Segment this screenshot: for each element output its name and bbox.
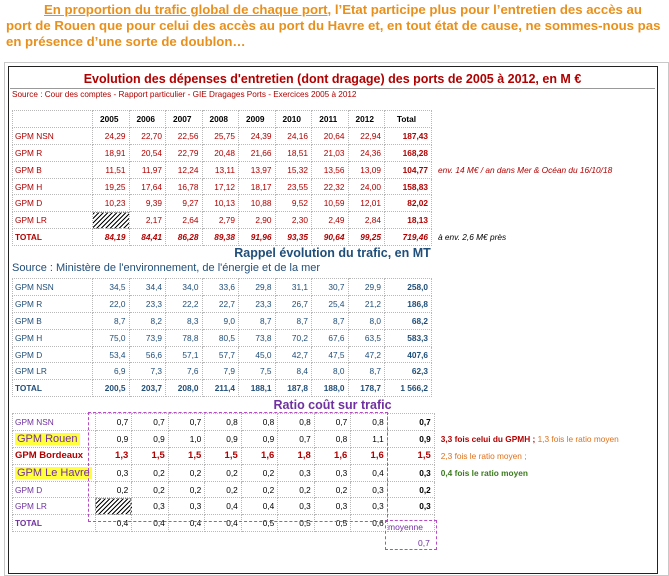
data-cell: 0,6 (351, 515, 388, 532)
data-cell: 22,32 (312, 178, 349, 195)
data-cell: 45,0 (239, 346, 276, 363)
data-cell: 7,3 (129, 363, 166, 380)
data-cell: 13,11 (202, 161, 239, 178)
data-cell: 22,70 (129, 127, 166, 144)
data-cell: 2,64 (166, 212, 203, 229)
data-cell: 2,84 (348, 212, 385, 229)
data-cell: 0,2 (132, 481, 169, 498)
data-cell: 1,6 (241, 447, 278, 464)
data-cell: 1,8 (278, 447, 315, 464)
data-cell: 34,0 (166, 279, 203, 296)
data-cell: 0,4 (168, 515, 205, 532)
total-cell: 186,8 (385, 295, 432, 312)
data-cell: 80,5 (202, 329, 239, 346)
row-label: GPM LR (13, 363, 93, 380)
table-row (13, 195, 616, 212)
data-cell: 0,5 (314, 515, 351, 532)
row-label: GPM LR (13, 212, 93, 229)
year-header: 2006 (129, 111, 166, 128)
ratio-highlight-box (88, 412, 388, 522)
row-label: TOTAL (13, 229, 93, 246)
row-label: TOTAL (13, 515, 96, 532)
data-cell: 21,2 (348, 295, 385, 312)
total-cell: 1,5 (387, 447, 434, 464)
data-cell: 24,39 (239, 127, 276, 144)
data-cell: 0,7 (95, 414, 132, 431)
data-cell: 2,90 (239, 212, 276, 229)
data-cell: 8,3 (166, 312, 203, 329)
data-cell: 0,2 (168, 464, 205, 481)
data-cell: 73,9 (129, 329, 166, 346)
row-label: GPM B (13, 161, 93, 178)
table-row (13, 127, 616, 144)
section2-title: Rappel évolution du trafic, en MT (234, 246, 431, 260)
data-cell: 7,5 (239, 363, 276, 380)
intro-paragraph (6, 2, 664, 49)
data-cell: 20,48 (202, 144, 239, 161)
row-label: GPM D (13, 195, 93, 212)
data-cell: 17,12 (202, 178, 239, 195)
data-cell: 0,4 (351, 464, 388, 481)
data-cell: 0,9 (95, 430, 132, 447)
data-cell: 0,8 (205, 414, 242, 431)
data-cell: 63,5 (348, 329, 385, 346)
data-cell: 0,2 (278, 481, 315, 498)
data-cell: 2,17 (129, 212, 166, 229)
data-cell: 24,36 (348, 144, 385, 161)
data-cell: 2,49 (312, 212, 349, 229)
data-cell: 22,7 (202, 295, 239, 312)
total-cell: 18,13 (385, 212, 432, 229)
data-cell: 86,28 (166, 229, 203, 246)
row-label: GPM D (13, 346, 93, 363)
data-cell: 0,9 (132, 430, 169, 447)
row-label: GPM R (13, 295, 93, 312)
moyenne-label: moyenne (388, 522, 423, 532)
rouen-note-b: 1,3 fois le ratio moyen (535, 433, 619, 444)
data-cell: 8,7 (93, 312, 130, 329)
data-cell: 73,8 (239, 329, 276, 346)
data-cell: 0,9 (205, 430, 242, 447)
data-cell: 20,64 (312, 127, 349, 144)
total-cell: 82,02 (385, 195, 432, 212)
data-cell: 15,32 (275, 161, 312, 178)
row-label: GPM NSN (13, 127, 93, 144)
data-cell: 22,56 (166, 127, 203, 144)
data-cell: 200,5 (93, 380, 130, 397)
section1-source: Source : Cour des comptes - Rapport particulier - GIE Dragages Ports - Exercices 2005 à 2012 (12, 90, 357, 99)
table-row (13, 178, 616, 195)
data-cell: 25,4 (312, 295, 349, 312)
data-cell: 57,1 (166, 346, 203, 363)
data-cell: 57,7 (202, 346, 239, 363)
data-cell: 187,8 (275, 380, 312, 397)
data-cell: 0,7 (278, 430, 315, 447)
data-cell: 9,27 (166, 195, 203, 212)
data-cell: 22,94 (348, 127, 385, 144)
table-row (13, 295, 432, 312)
data-cell: 0,3 (314, 464, 351, 481)
data-cell: 24,29 (93, 127, 130, 144)
data-cell: 1,5 (132, 447, 169, 464)
data-cell: 2,30 (275, 212, 312, 229)
data-cell: 0,4 (241, 498, 278, 515)
data-cell: 0,3 (278, 498, 315, 515)
data-cell: 8,2 (129, 312, 166, 329)
total-cell: 168,28 (385, 144, 432, 161)
row-label (13, 464, 96, 481)
data-cell: 1,1 (351, 430, 388, 447)
section3-title: Ratio coût sur trafic (273, 398, 392, 412)
total-cell: 258,0 (385, 279, 432, 296)
total-cell: 187,43 (385, 127, 432, 144)
data-cell: 0,3 (351, 481, 388, 498)
data-cell: 0,2 (241, 464, 278, 481)
total-cell: 104,77 (385, 161, 432, 178)
data-cell: 29,9 (348, 279, 385, 296)
data-cell: 84,19 (93, 229, 130, 246)
data-cell: 9,52 (275, 195, 312, 212)
data-cell: 10,13 (202, 195, 239, 212)
row-label: GPM LR (13, 498, 96, 515)
total-cell: 0,9 (387, 430, 434, 447)
data-cell: 20,54 (129, 144, 166, 161)
data-cell: 13,97 (239, 161, 276, 178)
data-cell: 1,6 (351, 447, 388, 464)
data-cell: 42,7 (275, 346, 312, 363)
total-cell: 0,2 (387, 481, 434, 498)
data-cell: 178,7 (348, 380, 385, 397)
data-cell: 0,7 (314, 414, 351, 431)
data-cell: 1,3 (95, 447, 132, 464)
row-label: GPM Bordeaux (13, 447, 96, 464)
data-cell: 26,7 (275, 295, 312, 312)
data-cell: 91,96 (239, 229, 276, 246)
year-header: 2011 (312, 111, 349, 128)
total-cell: 1 566,2 (385, 380, 432, 397)
data-cell: 9,0 (202, 312, 239, 329)
data-cell: 53,4 (93, 346, 130, 363)
data-cell: 30,7 (312, 279, 349, 296)
total-cell: 407,6 (385, 346, 432, 363)
total-cell: 62,3 (385, 363, 432, 380)
data-cell: 7,6 (166, 363, 203, 380)
data-cell: 11,97 (129, 161, 166, 178)
table-row (13, 380, 432, 397)
intro-underlined: En proportion du trafic global de chaque port, (44, 2, 332, 17)
maintenance-cost-table (12, 110, 616, 246)
rouen-note-a: 3,3 fois celui du GPMH ; (440, 433, 536, 444)
data-cell: 8,0 (312, 363, 349, 380)
data-cell: 13,56 (312, 161, 349, 178)
table-row (13, 312, 432, 329)
data-cell: 13,09 (348, 161, 385, 178)
table-row (13, 329, 432, 346)
row-label: GPM H (13, 178, 93, 195)
data-cell: 21,03 (312, 144, 349, 161)
total-cell: 0,3 (387, 464, 434, 481)
data-cell: 47,2 (348, 346, 385, 363)
data-cell: 21,66 (239, 144, 276, 161)
table-row (13, 363, 432, 380)
data-cell: 25,75 (202, 127, 239, 144)
data-cell: 1,6 (314, 447, 351, 464)
data-cell: 0,2 (205, 481, 242, 498)
table-row (13, 346, 432, 363)
data-cell: 188,0 (312, 380, 349, 397)
data-cell: 0,2 (205, 464, 242, 481)
row-note: env. 14 M€ / an dans Mer & Océan du 16/10/18 (438, 164, 613, 175)
rouen-note (434, 430, 622, 447)
divider (10, 88, 655, 89)
data-cell: 67,6 (312, 329, 349, 346)
total-cell: 0,3 (387, 498, 434, 515)
data-cell: 31,1 (275, 279, 312, 296)
year-header: 2005 (93, 111, 130, 128)
data-cell: 99,25 (348, 229, 385, 246)
data-cell: 12,01 (348, 195, 385, 212)
year-header: Total (385, 111, 432, 128)
data-cell: 0,3 (278, 464, 315, 481)
data-cell: 84,41 (129, 229, 166, 246)
intro-rest: l’Etat participe plus pour l’entretien des accès au port de Rouen que pour celui des accès au port du Havre et, en tout état de cause, ne sommes-nous pas en présence d’une sorte de doublon… (6, 2, 661, 49)
data-cell: 8,0 (348, 312, 385, 329)
data-cell: 10,23 (93, 195, 130, 212)
year-header: 2008 (202, 111, 239, 128)
havre-note: 0,4 fois le ratio moyen (440, 467, 528, 478)
data-cell: 8,7 (348, 363, 385, 380)
data-cell: 12,24 (166, 161, 203, 178)
data-cell: 22,2 (166, 295, 203, 312)
data-cell: 188,1 (239, 380, 276, 397)
data-cell: 0,7 (132, 414, 169, 431)
table-row (13, 144, 616, 161)
data-cell: 34,4 (129, 279, 166, 296)
data-cell: 24,00 (348, 178, 385, 195)
rouen-highlight: GPM Rouen (17, 432, 78, 445)
havre-highlight: GPM Le Havre (17, 466, 90, 479)
total-cell: 158,83 (385, 178, 432, 195)
row-label: TOTAL (13, 380, 93, 397)
data-cell: 0,2 (241, 481, 278, 498)
data-cell: 0,3 (351, 498, 388, 515)
moyenne-value: 0,7 (418, 538, 430, 548)
data-cell: 17,64 (129, 178, 166, 195)
data-cell: 75,0 (93, 329, 130, 346)
data-cell: 11,51 (93, 161, 130, 178)
total-cell: 68,2 (385, 312, 432, 329)
total-cell: 583,3 (385, 329, 432, 346)
row-label (13, 430, 96, 447)
data-cell: 8,4 (275, 363, 312, 380)
data-cell: 56,6 (129, 346, 166, 363)
row-label: GPM NSN (13, 279, 93, 296)
data-cell: 89,38 (202, 229, 239, 246)
year-header: 2012 (348, 111, 385, 128)
data-cell: 29,8 (239, 279, 276, 296)
data-cell: 2,79 (202, 212, 239, 229)
data-cell: 0,4 (205, 498, 242, 515)
data-cell: 16,78 (166, 178, 203, 195)
row-label: GPM H (13, 329, 93, 346)
data-cell: 93,35 (275, 229, 312, 246)
data-cell: 0,4 (205, 515, 242, 532)
data-cell: 6,9 (93, 363, 130, 380)
data-cell: 0,2 (314, 481, 351, 498)
row-label: GPM D (13, 481, 96, 498)
year-header: 2010 (275, 111, 312, 128)
data-cell: 0,3 (168, 498, 205, 515)
row-label: GPM NSN (13, 414, 96, 431)
data-cell: 0,8 (314, 430, 351, 447)
data-cell: 19,25 (93, 178, 130, 195)
data-cell: 78,8 (166, 329, 203, 346)
data-cell: 18,51 (275, 144, 312, 161)
year-header: 2009 (239, 111, 276, 128)
data-cell: 0,2 (168, 481, 205, 498)
header-corner (13, 111, 93, 128)
data-cell: 0,5 (241, 515, 278, 532)
data-cell: 23,3 (129, 295, 166, 312)
data-cell: 0,7 (168, 414, 205, 431)
data-cell: 0,9 (241, 430, 278, 447)
data-cell: 0,3 (314, 498, 351, 515)
data-cell: 90,64 (312, 229, 349, 246)
data-cell: 34,5 (93, 279, 130, 296)
data-cell: 47,5 (312, 346, 349, 363)
total-cell: 0,7 (387, 414, 434, 431)
data-cell: 9,39 (129, 195, 166, 212)
data-cell: 18,91 (93, 144, 130, 161)
data-cell: 0,2 (95, 481, 132, 498)
data-cell: 8,7 (239, 312, 276, 329)
data-cell: 33,6 (202, 279, 239, 296)
header-row (13, 111, 616, 128)
data-cell: 0,2 (132, 464, 169, 481)
data-cell: 23,3 (239, 295, 276, 312)
data-cell: 0,8 (351, 414, 388, 431)
total-cell: 719,46 (385, 229, 432, 246)
data-cell: 8,7 (275, 312, 312, 329)
data-cell: 70,2 (275, 329, 312, 346)
data-cell: 0,8 (241, 414, 278, 431)
year-header: 2007 (166, 111, 203, 128)
data-cell: 0,3 (132, 498, 169, 515)
data-cell: 24,16 (275, 127, 312, 144)
traffic-table (12, 278, 432, 397)
data-cell: 22,0 (93, 295, 130, 312)
data-cell: 7,9 (202, 363, 239, 380)
data-cell: 10,59 (312, 195, 349, 212)
table-row (13, 229, 616, 246)
data-cell: 18,17 (239, 178, 276, 195)
row-note: à env. 2,6 M€ près (438, 232, 507, 243)
data-cell: 1,0 (168, 430, 205, 447)
data-cell: 10,88 (239, 195, 276, 212)
table-row (13, 279, 432, 296)
table-row (13, 212, 616, 229)
data-cell: 22,79 (166, 144, 203, 161)
data-cell: 0,5 (278, 515, 315, 532)
data-cell: 203,7 (129, 380, 166, 397)
data-cell: 211,4 (202, 380, 239, 397)
data-cell: 23,55 (275, 178, 312, 195)
data-cell: 0,3 (95, 464, 132, 481)
data-cell (93, 212, 130, 229)
data-cell: 0,4 (132, 515, 169, 532)
data-cell: 0,4 (95, 515, 132, 532)
section2-source: Source : Ministère de l'environnement, de l'énergie et de la mer (12, 262, 321, 274)
data-cell: 208,0 (166, 380, 203, 397)
row-label: GPM R (13, 144, 93, 161)
row-label: GPM B (13, 312, 93, 329)
section1-title: Evolution des dépenses d'entretien (dont dragage) des ports de 2005 à 2012, en M € (83, 72, 582, 86)
data-cell: 0,8 (278, 414, 315, 431)
data-cell: 1,5 (205, 447, 242, 464)
data-cell: 1,5 (168, 447, 205, 464)
data-cell: 8,7 (312, 312, 349, 329)
table-row (13, 161, 616, 178)
bordeaux-note: 2,3 fois le ratio moyen ; (440, 450, 527, 461)
